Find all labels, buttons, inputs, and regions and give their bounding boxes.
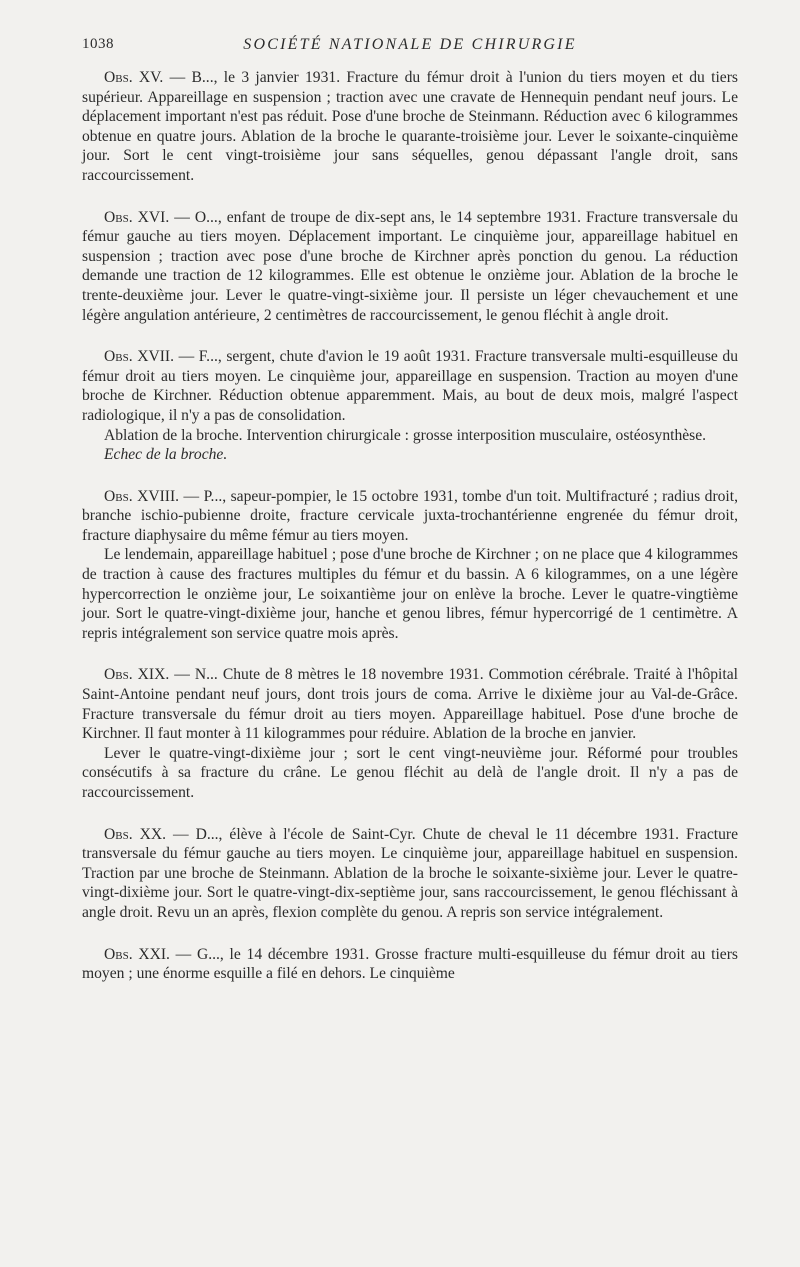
observation-block — [82, 825, 738, 923]
observation-label: Obs. XIX. — [104, 666, 170, 684]
paragraph-text: Lever le quatre-vingt-dixième jour ; sort le cent vingt-neuvième jour. Réformé pour troubles consécutifs à sa fracture du crâne. Le genou fléchit au delà de l'angle droit. Il n'y a pas de raccourcissement. — [82, 744, 738, 801]
observation-block — [82, 665, 738, 802]
observation-label: Obs. XVIII. — [104, 487, 180, 505]
observation-opening-paragraph — [82, 208, 738, 326]
paragraph-text: Le lendemain, appareillage habituel ; pose d'une broche de Kirchner ; on ne place que 4 kilogrammes de traction à cause des fractures multiples du fémur et du bassin. A 6 kilogrammes, on a une légère hypercorrection le onzième jour, Le soixantième jour on enlève la broche. Lever le quatre-vingtième jour. Sort le quatre-vingt-dixième jour, hanche et genou libres, fémur hypercorrigé de 1 centimètre. A repris intégralement son service quatre mois après. — [82, 546, 738, 642]
observation-block — [82, 208, 738, 326]
observation-opening-paragraph — [82, 347, 738, 425]
observation-paragraph — [82, 545, 738, 643]
observation-label: Obs. XV. — [104, 69, 164, 86]
paragraph-text: — O..., enfant de troupe de dix-sept ans, le 14 septembre 1931. Fracture transversale du fémur gauche au tiers moyen. Déplacement important. Le cinquième jour, appareillage habituel en suspension ; traction avec pose d'une broche de Kirchner après ponction du genou. La réduction demande une traction de 12 kilogrammes. Elle est obtenue le onzième jour. Ablation de la broche le trente-deuxième jour. Lever le quatre-vingt-sixième jour. Il persiste un léger chevauchement et une légère angulation antérieure, 2 centimètres de raccourcissement, le genou fléchit à angle droit. — [82, 208, 738, 324]
observation-block — [82, 347, 738, 465]
observation-block — [82, 487, 738, 644]
observation-label: Obs. XX. — [104, 825, 167, 843]
observation-label: Obs. XVII. — [104, 348, 174, 366]
observation-label: Obs. XVI. — [104, 208, 170, 226]
observation-paragraph — [82, 426, 738, 446]
observation-opening-paragraph — [82, 68, 738, 186]
paragraph-text: — B..., le 3 janvier 1931. Fracture du fémur droit à l'union du tiers moyen et du tiers supérieur. Appareillage en suspension ; traction avec une cravate de Hennequin pendant neuf jours. Le déplacement important n'est pas réduit. Pose d'une broche de Steinmann. Réduction avec 6 kilogrammes obtenue en quatre jours. Ablation de la broche le quarante-troisième jour. Lever le soixante-cinquième jour. Sort le cent vingt-troisième jour sans séquelles, genou dépassant l'angle droit, sans raccourcissement. — [82, 69, 738, 184]
article-body — [82, 68, 738, 1006]
paragraph-text: — P..., sapeur-pompier, le 15 octobre 1931, tombe d'un toit. Multifracturé ; radius droit, branche ischio-pubienne droite, fracture cervicale juxta-trochantérienne engrenée du fémur droit, fracture diaphysaire du même fémur au tiers moyen. — [82, 487, 738, 544]
page-number: 1038 — [82, 36, 114, 52]
observation-opening-paragraph — [82, 487, 738, 546]
paragraph-text: — G..., le 14 décembre 1931. Grosse fracture multi-esquilleuse du fémur droit au tiers moyen ; une énorme esquille a filé en dehors. Le cinquième — [82, 945, 738, 983]
paragraph-text: — F..., sergent, chute d'avion le 19 août 1931. Fracture transversale multi-esquilleuse du fémur droit au tiers moyen. Le cinquième jour, appareillage en suspension. Traction au moyen d'une broche de Kirchner. Réduction obtenue apparemment. Mais, au bout de deux mois, malgré l'aspect radiologique, il n'y a pas de consolidation. — [82, 348, 738, 424]
observation-label: Obs. XXI. — [104, 945, 170, 963]
observation-opening-paragraph — [82, 665, 738, 743]
observation-block — [82, 68, 738, 186]
page-header — [82, 36, 738, 60]
running-title: SOCIÉTÉ NATIONALE DE CHIRURGIE — [243, 36, 577, 53]
observation-paragraph — [82, 744, 738, 803]
paragraph-text: — D..., élève à l'école de Saint-Cyr. Chute de cheval le 11 décembre 1931. Fracture transversale du fémur gauche au tiers moyen. Le cinquième jour, appareillage habituel en suspension. Traction par une broche de Steinmann. Ablation de la broche le soixante-sixième jour. Lever le quatre-vingt-dixième jour. Sort le quatre-vingt-dix-septième jour, sans raccourcissement, le genou fléchissant à angle droit. Revu un an après, flexion complète du genou. A repris son service intégralement. — [82, 825, 739, 921]
paragraph-text: Ablation de la broche. Intervention chirurgicale : grosse interposition musculaire, ostéosynthèse. — [104, 426, 707, 444]
observation-block — [82, 945, 738, 984]
observation-note: Echec de la broche. — [104, 446, 228, 464]
paragraph-text: — N... Chute de 8 mètres le 18 novembre 1931. Commotion cérébrale. Traité à l'hôpital Saint-Antoine pendant neuf jours, dont trois jours de coma. Arrive le dixième jour au Val-de-Grâce. Fracture transversale du fémur droit au tiers moyen. Appareillage habituel. Pose d'une broche de Kirchner. Il faut monter à 11 kilogrammes pour réduire. Ablation de la broche en janvier. — [82, 666, 738, 743]
observation-opening-paragraph — [82, 825, 738, 923]
observation-opening-paragraph — [82, 945, 738, 984]
